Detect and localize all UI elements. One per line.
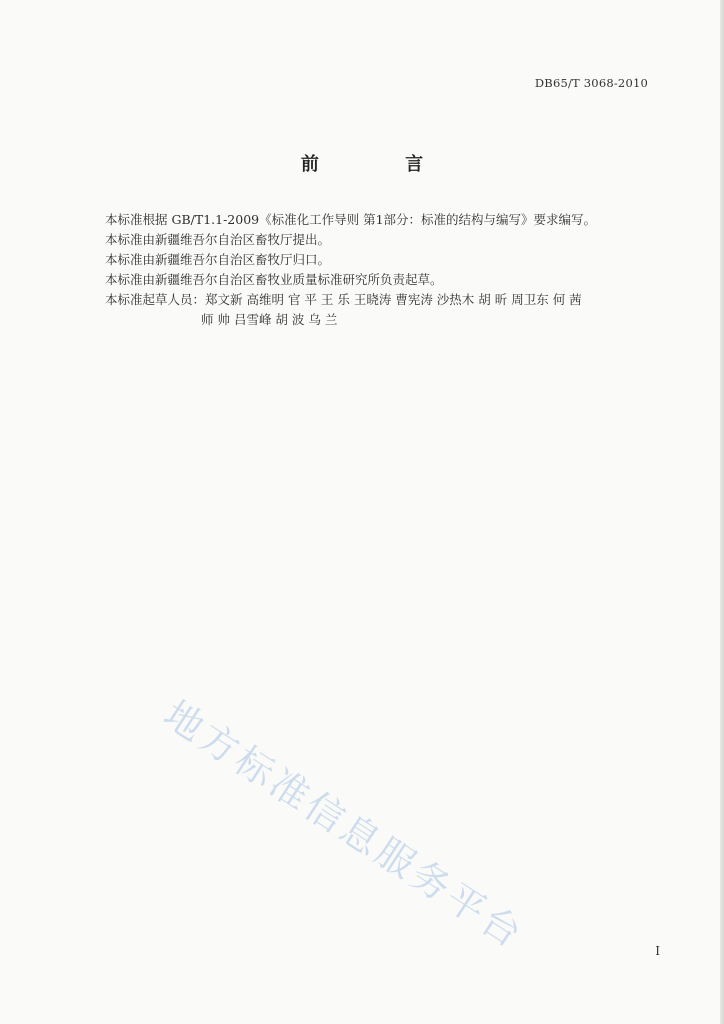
drafters-names-2: 师 帅 吕雪峰 胡 波 乌 兰 bbox=[201, 312, 338, 327]
paragraph-centralizer: 本标准由新疆维吾尔自治区畜牧厅归口。 bbox=[105, 252, 331, 267]
page-number: I bbox=[655, 944, 660, 958]
drafters-names-1: 郑文新 高维明 官 平 王 乐 王晓涛 曹宪涛 沙热木 胡 昕 周卫东 何 茜 bbox=[205, 292, 582, 307]
drafters-label: 本标准起草人员： bbox=[105, 292, 206, 307]
drafters-line-1 bbox=[105, 290, 665, 310]
paragraph-drafting-unit: 本标准由新疆维吾尔自治区畜牧业质量标准研究所负责起草。 bbox=[105, 272, 443, 287]
page-title: 前 言 bbox=[300, 154, 464, 175]
paragraph-proposer: 本标准由新疆维吾尔自治区畜牧厅提出。 bbox=[105, 232, 331, 247]
foreword-body bbox=[105, 210, 665, 330]
standard-code: DB65/T 3068-2010 bbox=[534, 76, 648, 90]
watermark-text: 地方标准信息服务平台 bbox=[156, 691, 533, 958]
paragraph-basis: 本标准根据 GB/T1.1-2009《标准化工作导则 第1部分：标准的结构与编写》要求编写。 bbox=[105, 212, 597, 227]
